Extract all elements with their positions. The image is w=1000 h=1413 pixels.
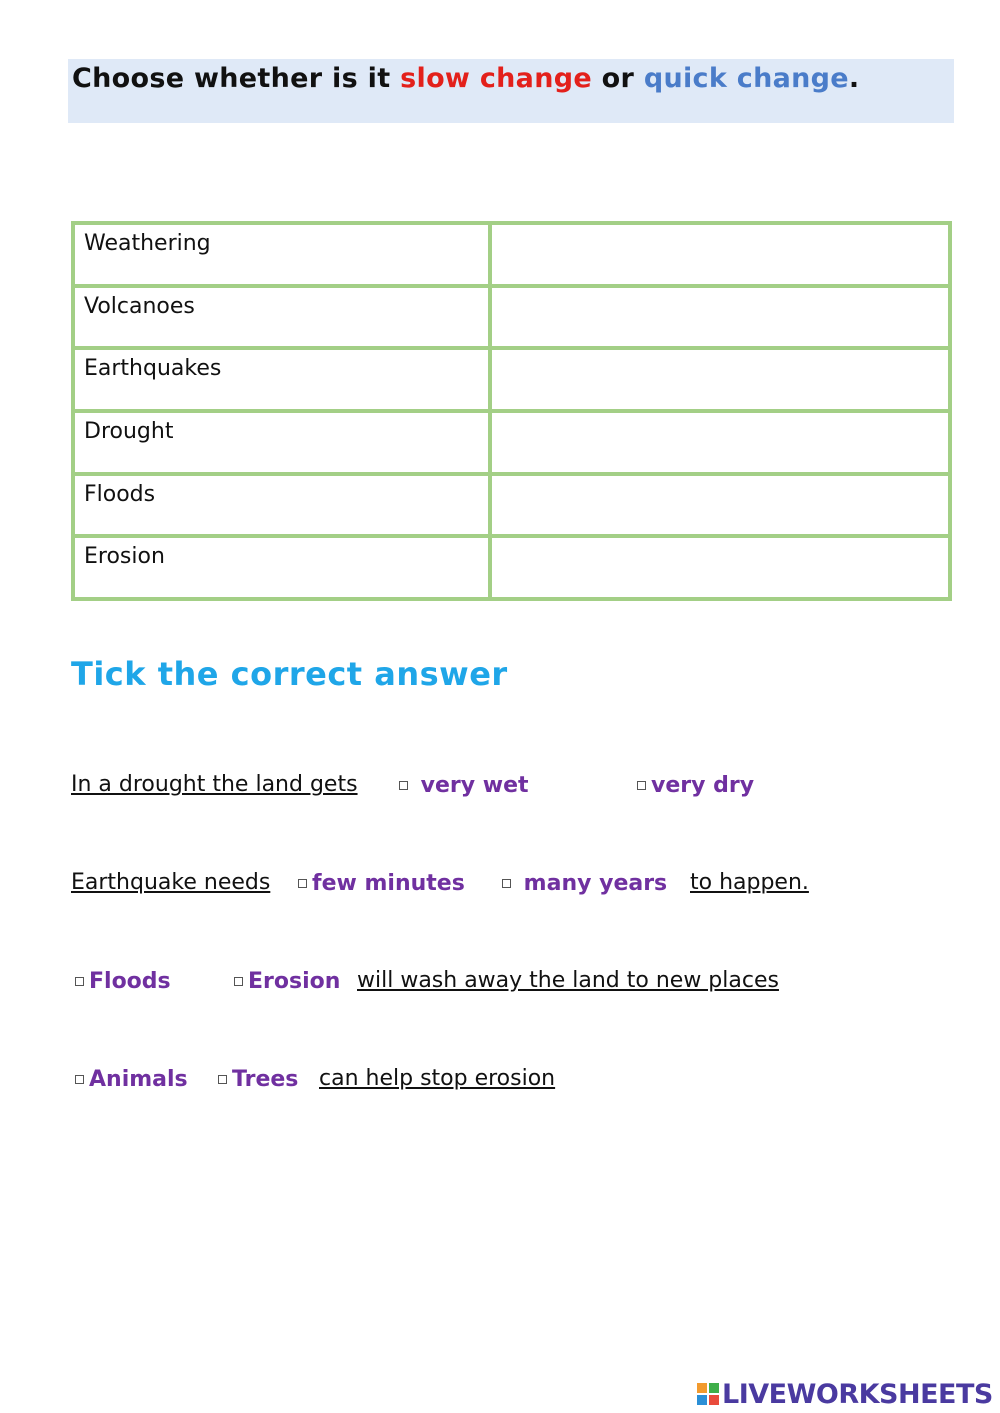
table-row	[73, 474, 950, 537]
checkbox-icon[interactable]	[399, 781, 408, 790]
table-row	[73, 348, 950, 411]
question-4-option-animals[interactable]: Animals	[75, 1067, 188, 1092]
row-label: Volcanoes	[73, 286, 490, 349]
question-3-option-erosion[interactable]: Erosion	[234, 969, 340, 994]
answer-cell[interactable]	[490, 348, 950, 411]
checkbox-icon[interactable]	[234, 977, 243, 986]
instruction-or: or	[591, 63, 644, 94]
logo-text: LIVEWORKSHEETS	[722, 1378, 993, 1410]
logo-mark-icon	[697, 1383, 719, 1405]
table-row	[73, 223, 950, 286]
question-3-suffix: will wash away the land to new places	[357, 968, 779, 993]
question-2-suffix: to happen.	[690, 870, 809, 895]
checkbox-icon[interactable]	[637, 781, 646, 790]
answer-cell[interactable]	[490, 536, 950, 599]
answer-cell[interactable]	[490, 286, 950, 349]
row-label: Weathering	[73, 223, 490, 286]
question-2-option-many-years[interactable]: many years	[502, 871, 667, 896]
question-1-option-very-dry[interactable]: very dry	[637, 773, 754, 798]
change-classification-table	[71, 221, 952, 601]
answer-cell[interactable]	[490, 411, 950, 474]
row-label: Floods	[73, 474, 490, 537]
question-4-option-trees[interactable]: Trees	[218, 1067, 298, 1092]
table-row	[73, 411, 950, 474]
answer-cell[interactable]	[490, 223, 950, 286]
checkbox-icon[interactable]	[218, 1075, 227, 1084]
slow-change-label: slow change	[400, 63, 592, 94]
checkbox-icon[interactable]	[298, 879, 307, 888]
question-3-option-floods[interactable]: Floods	[75, 969, 171, 994]
table-row	[73, 536, 950, 599]
row-label: Drought	[73, 411, 490, 474]
liveworksheets-logo	[697, 1379, 993, 1409]
checkbox-icon[interactable]	[75, 1075, 84, 1084]
question-1-option-very-wet[interactable]: very wet	[399, 773, 529, 798]
checkbox-icon[interactable]	[502, 879, 511, 888]
row-label: Erosion	[73, 536, 490, 599]
instruction-text: Choose whether is it	[72, 63, 401, 94]
table-row	[73, 286, 950, 349]
instruction-banner	[68, 59, 954, 123]
question-1-prompt: In a drought the land gets	[71, 772, 358, 797]
row-label: Earthquakes	[73, 348, 490, 411]
question-2-prompt: Earthquake needs	[71, 870, 271, 895]
checkbox-icon[interactable]	[75, 977, 84, 986]
section-title: Tick the correct answer	[71, 655, 508, 693]
question-4-suffix: can help stop erosion	[319, 1066, 556, 1091]
quick-change-label: quick change	[643, 63, 849, 94]
answer-cell[interactable]	[490, 474, 950, 537]
instruction-period: .	[848, 63, 860, 94]
question-2-option-few-minutes[interactable]: few minutes	[298, 871, 465, 896]
